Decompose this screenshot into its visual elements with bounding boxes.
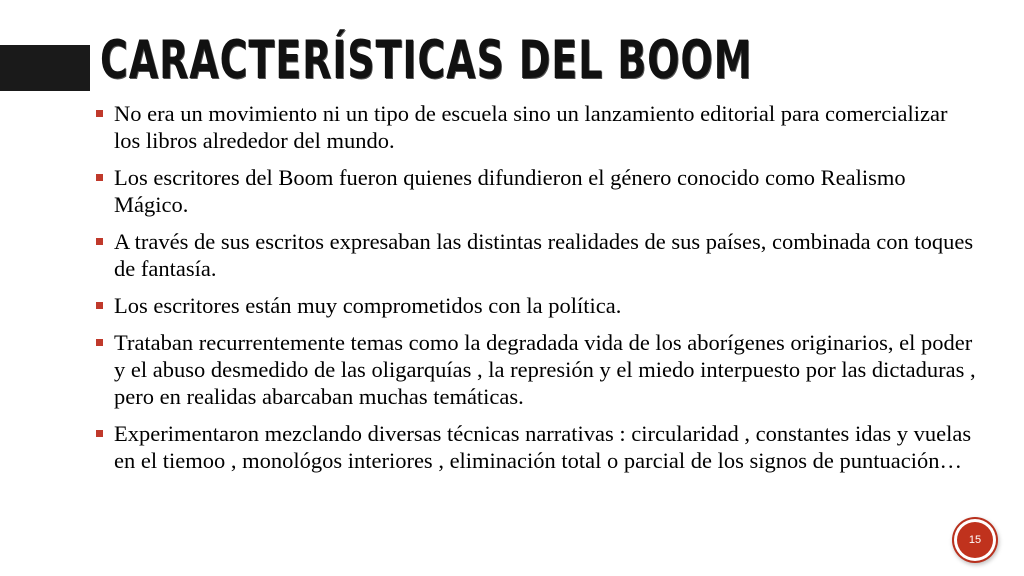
square-bullet-icon	[96, 430, 103, 437]
bullet-text: Experimentaron mezclando diversas técnicas narrativas : circularidad , constantes idas y vuelas en el tiemoo , monológos interiores , eliminación total o parcial de los signos de puntuación…	[114, 421, 972, 473]
bullet-text: Trataban recurrentemente temas como la degradada vida de los aborígenes originarios, el poder y el abuso desmedido de las oligarquías , la represión y el miedo interpuesto por las dictaduras , pero en realidas abarcaban muchas temáticas.	[114, 330, 976, 409]
list-item	[96, 329, 976, 410]
slide-title: CARACTERÍSTICAS DEL BOOM	[100, 30, 753, 91]
bullet-text: A través de sus escritos expresaban las distintas realidades de sus países, combinada con toques de fantasía.	[114, 229, 974, 281]
bullet-text: Los escritores del Boom fueron quienes difundieron el género conocido como Realismo Mágico.	[114, 165, 906, 217]
square-bullet-icon	[96, 174, 103, 181]
bullet-text: Los escritores están muy comprometidos con la política.	[114, 293, 622, 318]
square-bullet-icon	[96, 339, 103, 346]
title-accent-bar	[0, 45, 90, 91]
bullet-text: No era un movimiento ni un tipo de escuela sino un lanzamiento editorial para comercializar los libros alrededor del mundo.	[114, 101, 948, 153]
list-item	[96, 292, 976, 319]
square-bullet-icon	[96, 110, 103, 117]
square-bullet-icon	[96, 302, 103, 309]
list-item	[96, 228, 976, 282]
list-item	[96, 100, 976, 154]
bullet-list	[96, 100, 976, 484]
page-number-badge: 15	[957, 522, 993, 558]
list-item	[96, 420, 976, 474]
list-item	[96, 164, 976, 218]
square-bullet-icon	[96, 238, 103, 245]
